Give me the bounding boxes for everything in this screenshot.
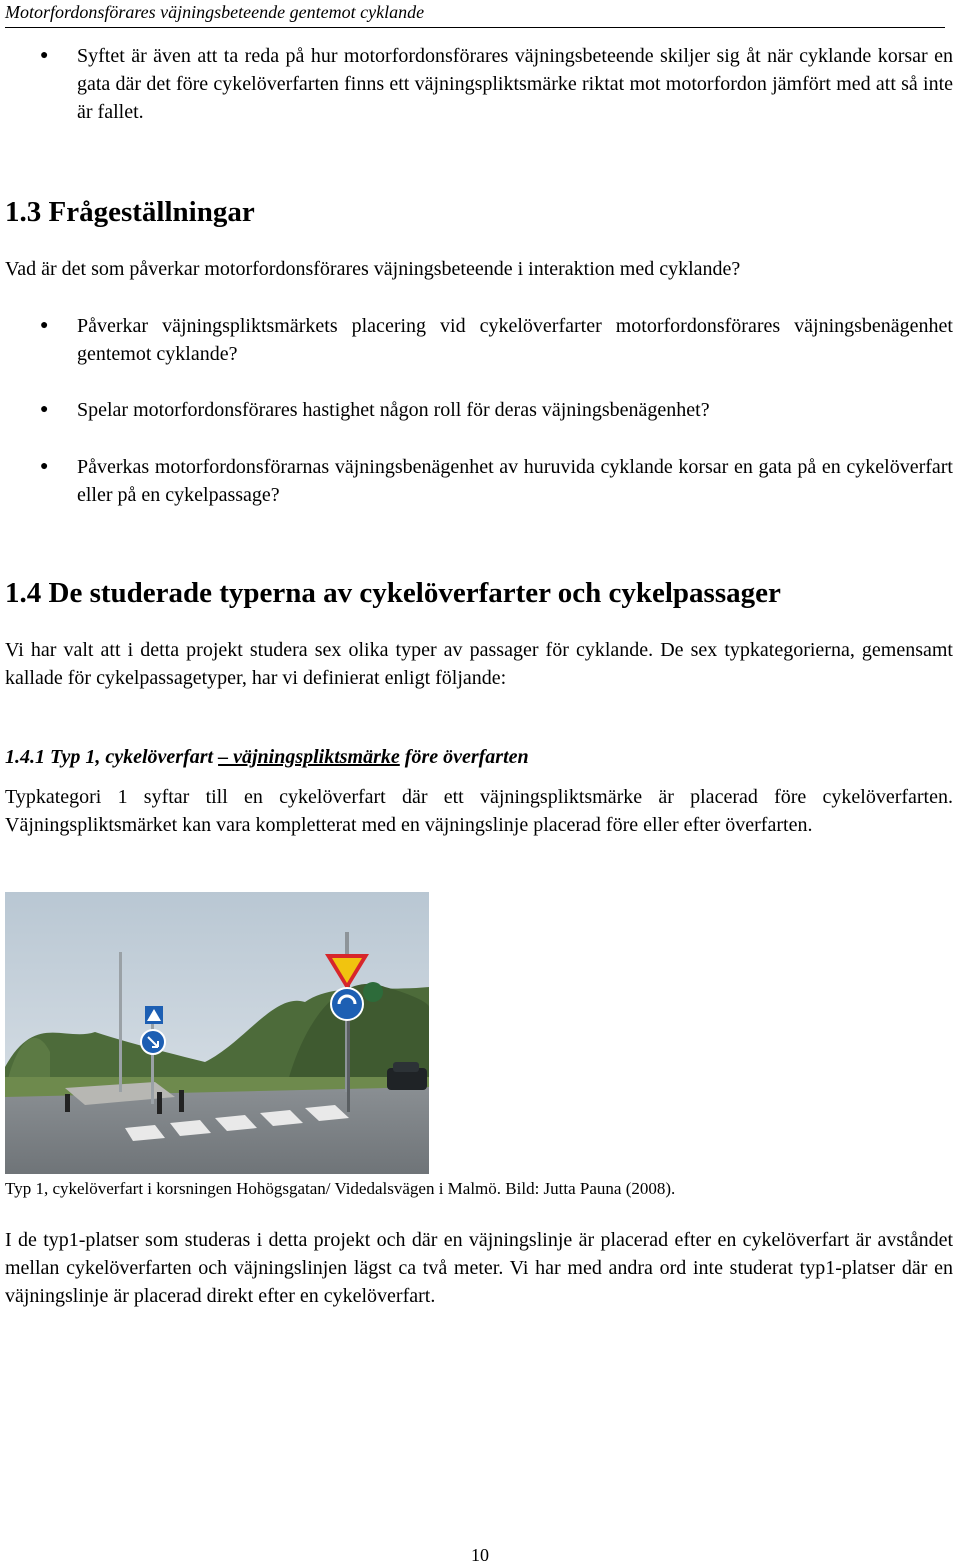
- section-heading-1-4: 1.4 De studerade typerna av cykelöverfarter och cykelpassager: [5, 577, 781, 609]
- heading-part: före överfarten: [399, 746, 529, 768]
- section-1-4-1-body: Typkategori 1 syftar till en cykelöverfart där ett väjningspliktsmärke är placerad före cykelöverfarten. Väjningspliktsmärket kan vara kompletterat med en väjningslinje placerad före eller efter överfarten.: [5, 786, 953, 836]
- photo-caption: Typ 1, cykelöverfart i korsningen Hohögsgatan/ Videdalsvägen i Malmö. Bild: Jutta Pauna (2008).: [5, 1179, 676, 1198]
- bullet-dot-icon: ●: [40, 48, 49, 63]
- bullet-dot-icon: ●: [40, 318, 49, 333]
- section-1-4-body: Vi har valt att i detta projekt studera sex olika typer av passager för cyklande. De sex typkategorierna, gemensamt kallade för cykelpassagetyper, har vi definierat enligt följande:: [5, 639, 953, 689]
- question-bullet-2: [40, 396, 953, 424]
- intro-bullet: [40, 42, 953, 126]
- section-1-4-1-closing: I de typ1-platser som studeras i detta projekt och där en väjningslinje är placerad efter en cykelöverfart är avståndet mellan cykelöverfarten och väjningslinjen lägst ca två meter. Vi har med andra ord inte studerat typ1-platser där en väjningslinje är placerad direkt efter en cykelöverfart.: [5, 1229, 953, 1307]
- section-1-3-lead: Vad är det som påverkar motorfordonsförares väjningsbeteende i interaktion med cyklande?: [5, 258, 741, 280]
- running-header: Motorfordonsförares väjningsbeteende gentemot cyklande: [5, 0, 945, 28]
- question-bullet-text: Påverkas motorfordonsförarnas väjningsbenägenhet av huruvida cyklande korsar en gata på en cykelöverfart eller på en cykelpassage?: [77, 456, 953, 506]
- heading-part: 1.4.1 Typ 1, cykelöverfart: [5, 746, 219, 768]
- question-bullet-text: Spelar motorfordonsförares hastighet någon roll för deras väjningsbenägenhet?: [77, 399, 710, 421]
- photo-illustration: [5, 892, 429, 1174]
- question-bullet-3: [40, 453, 953, 509]
- intersection-photo: [5, 892, 429, 1174]
- section-heading-1-4-1: [5, 743, 529, 771]
- question-bullet-text: Påverkar väjningspliktsmärkets placering vid cykelöverfarter motorfordonsförares väjningsbenägenhet gentemot cyklande?: [77, 315, 953, 365]
- page-number: 10: [471, 1545, 489, 1565]
- intro-bullet-text: Syftet är även att ta reda på hur motorfordonsförares väjningsbeteende skiljer sig åt när cyklande korsar en gata där det före cykelöverfarten finns ett väjningspliktsmärke riktat mot motorfordon jämfört med att så inte är fallet.: [77, 45, 953, 123]
- heading-part-underlined: – väjningspliktsmärke: [218, 746, 400, 768]
- bullet-dot-icon: ●: [40, 459, 49, 474]
- question-bullet-1: [40, 312, 953, 368]
- section-heading-1-3: 1.3 Frågeställningar: [5, 196, 255, 228]
- bullet-dot-icon: ●: [40, 402, 49, 417]
